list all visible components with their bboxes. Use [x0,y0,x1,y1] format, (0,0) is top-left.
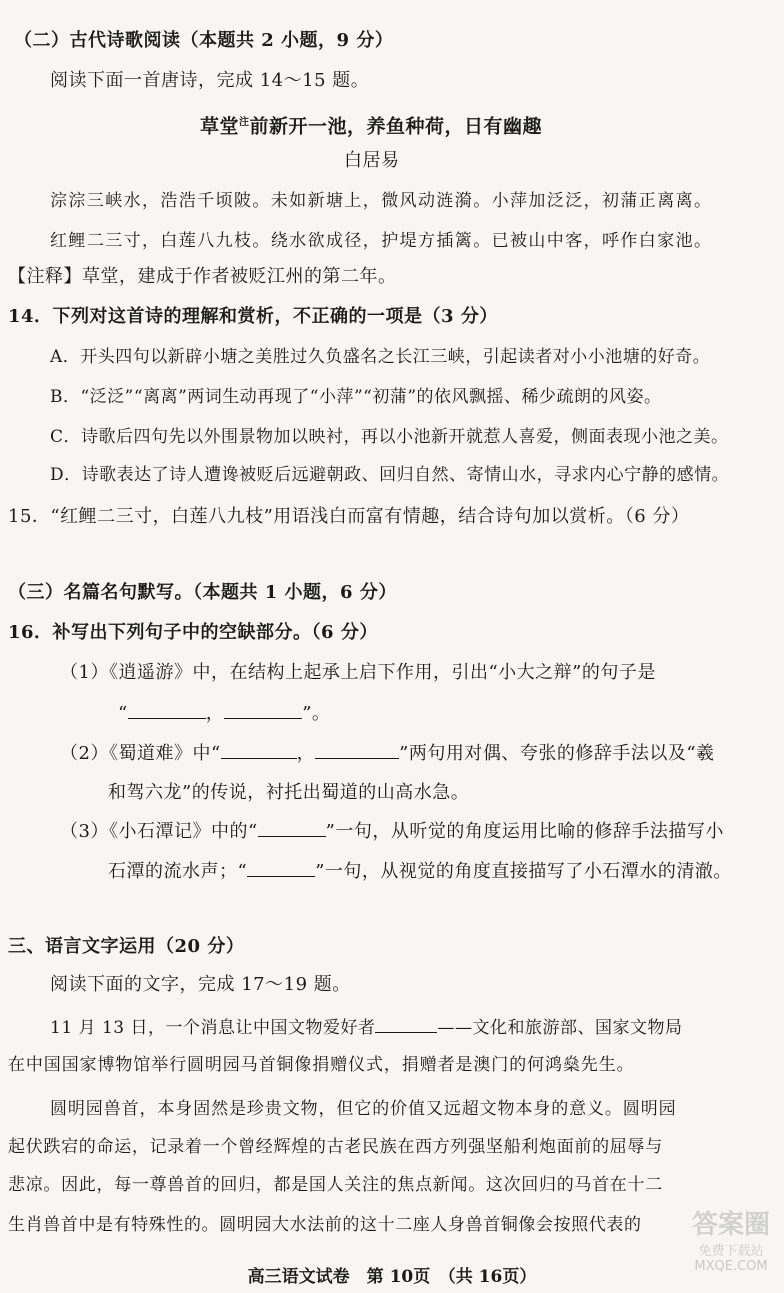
option-a: A．开头四句以新辟小塘之美胜过久负盛名之长江三峡，引起读者对小小池塘的好奇。 [50,347,711,367]
footnote-marker: 注 [239,117,250,128]
answer-blank[interactable] [221,740,297,759]
answer-blank[interactable] [258,818,326,837]
poem-line: 淙淙三峡水，浩浩千顷陂。未如新塘上，微风动涟漪。小萍加泛泛，初蒲正离离。 [50,191,713,211]
question-14: 14．下列对这首诗的理解和赏析，不正确的一项是（3 分） [8,306,498,327]
part-header: 三、语言文字运用（20 分） [8,936,245,957]
passage-line: 圆明园兽首，本身固然是珍贵文物，但它的价值又远超文物本身的意义。圆明园 [50,1099,677,1119]
question-16: 16．补写出下列句子中的空缺部分。（6 分） [8,622,378,643]
page-footer: 高三语文试卷 第 10页 （共 16页） [247,1267,537,1287]
answer-blank[interactable] [375,1014,437,1033]
poem-title-b: 前新开一池，养鱼种荷，日有幽趣 [249,115,543,138]
passage-line: 起伏跌宕的命运，记录着一个曾经辉煌的古老民族在西方列强坚船利炮面前的屈辱与 [8,1137,663,1157]
question-16-3-cont: 石潭的流水声；“ ”一句，从视觉的角度直接描写了小石潭水的清澈。 [108,858,732,885]
option-b: B．“泛泛”“离离”两词生动再现了“小萍”“初蒲”的依风飘摇、稀少疏朗的风姿。 [50,387,662,407]
section-header: （三）名篇名句默写。（本题共 1 小题，6 分） [8,582,397,603]
question-15: 15．“红鲤二三寸，白莲八九枝”用语浅白而富有情趣，结合诗句加以赏析。（6 分） [8,506,690,527]
question-16-1: （1）《逍遥游》中，在结构上起承上启下作用，引出“小大之辩”的句子是 [60,662,656,683]
poem-title-a: 草堂 [200,115,240,138]
passage-line: 悲凉。因此，每一尊兽首的回归，都是国人关注的焦点新闻。这次回归的马首在十二 [8,1175,663,1195]
poem-line: 红鲤二三寸，白莲八九枝。绕水欲成径，护堤方插篱。已被山中客，呼作白家池。 [50,231,713,251]
question-16-1-blanks: “ ， ”。 [118,700,330,727]
instruction: 阅读下面的文字，完成 17～19 题。 [50,974,351,995]
watermark-logo: 答案圈 免费下载站 MXQE.COM [691,1210,770,1274]
passage-line: 生肖兽首中是有特殊性的。圆明园大水法前的这十二座人身兽首铜像会按照代表的 [8,1215,642,1235]
question-16-3: （3）《小石潭记》中的“ ”一句，从听觉的角度运用比喻的修辞手法描写小 [60,818,724,845]
instruction: 阅读下面一首唐诗，完成 14～15 题。 [50,70,370,91]
question-16-2: （2）《蜀道难》中“ ， ”两句用对偶、夸张的修辞手法以及“羲 [60,740,715,767]
poem-title [200,110,542,139]
option-c: C．诗歌后四句先以外围景物加以映衬，再以小池新开就惹人喜爱，侧面表现小池之美。 [50,427,729,447]
poem-note: 【注释】草堂，建成于作者被贬江州的第二年。 [8,266,397,287]
section-header: （二）古代诗歌阅读（本题共 2 小题，9 分） [14,30,394,51]
question-16-2-cont: 和驾六龙”的传说，衬托出蜀道的山高水急。 [108,782,470,803]
option-d: D．诗歌表达了诗人遭谗被贬后远避朝政、回归自然、寄情山水，寻求内心宁静的感情。 [50,465,730,485]
passage-line: 在中国国家博物馆举行圆明园马首铜像捐赠仪式，捐赠者是澳门的何鸿燊先生。 [8,1055,635,1075]
answer-blank[interactable] [315,740,399,759]
poem-author: 白居易 [344,150,400,171]
answer-blank[interactable] [247,858,315,877]
passage-line: 11 月 13 日，一个消息让中国文物爱好者 ——文化和旅游部、国家文物局 [50,1014,682,1041]
answer-blank[interactable] [128,700,206,719]
answer-blank[interactable] [224,700,302,719]
